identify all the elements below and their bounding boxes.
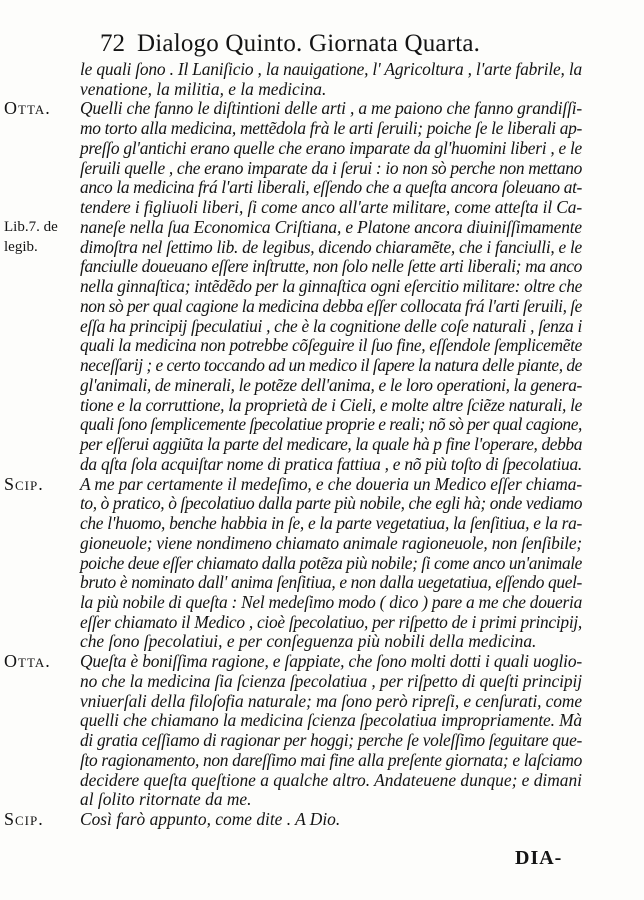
text-line-content: da qſta ſola acquiſtar nome di pratica fattiua , e nõ più toſto di ſpecolatiua. [80,453,582,474]
text-line-content: al ſolito ritornate da me. [80,789,252,810]
page-number: 72 [100,30,125,57]
text-line-content: naneſe nella ſua Economica Criſtiana, e Platone ancora diuiniſſimamente [80,216,582,237]
text-line-content: poiche deue eſſer chiamato dalla potẽza più nobile; ſi come anco un'animale [80,552,583,573]
text-line [80,652,582,671]
text-line [80,711,582,730]
running-header [0,30,644,58]
text-line-content: gioneuole; viene nondimeno chiamato animale ragioneuole, non ſenſibile; [80,532,582,553]
text-line-content: bruto è nominato dall' anima ſenſitiua, e non dalla uegetatiua, eſſendo quel- [80,572,582,593]
text-line [80,356,582,375]
text-line [80,534,582,553]
text-line [80,573,582,592]
text-line-content: dimoſtra nel ſettimo lib. de legibus, dicendo chiaramẽte, che i fanciulli, e le [80,236,582,257]
text-line [80,277,582,296]
text-line-content: quali la medicina non potrebbe cõſeguire il ſuo fine, eſſendole ſemplicemẽte [80,335,582,356]
text-line [80,238,582,257]
speaker-label: Scip. [4,809,44,830]
text-line [80,336,582,355]
text-line [80,178,582,197]
text-line [80,692,582,711]
text-line [80,790,582,809]
text-line-content: venatione, la militia, e la medicina. [80,78,327,99]
text-line-content: ſeruili quelle , che erano imparate da i ſerui : io non sò perche non mettano [80,157,582,178]
text-line-content: Così farò appunto, come dite . A Dio. [80,809,341,830]
catchword: DIA- [515,847,563,869]
text-line-content: le quali ſono . Il Laniſicio , la nauigatione, l' Agricoltura , l'arte fabrile, la [80,59,582,79]
text-line [80,317,582,336]
text-line [80,455,582,474]
text-line [80,139,582,158]
text-line-content: nella ginnaſtica; intẽdẽdo per la ginnaſtica ogni eſercitio militare: oltre che [80,276,582,297]
text-line [80,731,582,750]
text-line [80,771,582,790]
text-line-content: mo torto alla medicina, mettẽdola frà le arti ſeruili; poiche ſe le liberali ap- [80,118,582,139]
text-line [80,376,582,395]
text-line-content: anco la medicina frá l'arti liberali, eſſendo che a queſta ancora ſoleuano at- [80,177,582,198]
text-line-content: fanciulle doueuano eſſere inſtrutte, non ſolo nelle ſette arti liberali; ma anco [80,256,582,277]
text-line [80,396,582,415]
text-line [80,257,582,276]
text-line [80,593,582,612]
text-line [80,475,582,494]
text-line [80,159,582,178]
text-line [80,514,582,533]
text-line [80,297,582,316]
text-line-content: di gratia ceſſiamo di ragionar per hoggi; perche ſe voleſſimo ſeguitare que- [80,730,582,751]
text-line [80,672,582,691]
text-line [80,810,582,829]
text-line [80,99,582,118]
text-line-content: to, ò pratico, ò ſpecolatiuo dalla parte più nobile, che egli hà; onde vediamo [80,493,582,514]
speaker-label: Otta. [4,651,51,672]
text-line [80,613,582,632]
text-line-content: eſſer chiamato il Medico , cioè ſpecolatiuo, per riſpetto de i primi principij, [80,611,582,632]
text-line-content: tendere i figliuoli liberi, ſi come anco all'arte militare, come atteſta il Ca- [80,197,582,218]
speaker-label: Scip. [4,473,44,494]
text-line-content: vniuerſali della filoſofia naturale; ma ſono però ripreſi, e cenſurati, come [80,690,582,711]
text-line [80,218,582,237]
running-title: Dialogo Quinto. Giornata Quarta. [137,30,481,57]
text-line [80,80,582,99]
text-line-content: quelli che chiamano la medicina ſcienza ſpecolatiua impropriamente. Mà [80,710,582,731]
text-line-content: tione e la corruttione, la proprietà de i Cieli, e molte altre ſciẽze naturali, le [80,394,582,415]
text-line [80,751,582,770]
text-line-content: preſſo gl'antichi erano quelle che erano imparate da gl'huomini liberi , e le [80,137,582,158]
margin-note: Lib.7. de [4,218,58,235]
text-line-content: per eſſerui aggiũta la parte del medicare, la quale hà p fine l'operare, debba [80,434,582,455]
text-line [80,435,582,454]
text-line-content: gl'animali, de minerali, le potẽze dell'anima, e le loro operationi, la genera- [80,374,582,395]
text-line-content: decidere queſta queſtione a qualche altro. Andateuene dunque; e dimani [80,769,582,790]
text-line-content: quali ſono ſemplicemente ſpecolatiue proprie e reali; nõ sò per qual cagione, [80,414,582,435]
text-line-content: che ſono ſpecolatiui, e per conſeguenza più nobili della medicina. [80,631,537,652]
text-line-content: la più nobile di queſta : Nel medeſimo modo ( dico ) pare a me che doueria [80,591,582,612]
text-line-content: non sò per qual cagione la medicina debba eſſer collocata frá l'arti ſeruili, ſe [80,295,582,316]
text-line-content: neceſſarij ; e certo toccando ad un medico il ſapere la natura delle piante, de [80,355,582,376]
text-line [80,198,582,217]
text-line-content: Queſta è boniſſima ragione, e ſappiate, che ſono molti dotti i quali uoglio- [80,651,582,672]
margin-note: legib. [4,238,38,255]
text-line-content: Quelli che fanno le diſtintioni delle arti , a me paiono che fanno grandiſſi- [80,98,582,119]
text-line [80,632,582,651]
text-line [80,494,582,513]
text-line [80,415,582,434]
text-line-content: che l'huomo, benche habbia in ſe, e la parte vegetatiua, la ſenſitiua, e la ra- [80,513,582,534]
speaker-label: Otta. [4,98,51,119]
text-line [80,60,582,79]
text-line [80,119,582,138]
text-line [80,554,582,573]
text-line-content: no che la medicina ſia ſcienza ſpecolatiua , per riſpetto di queſti principij [80,670,582,691]
text-line-content: ſto ragionamento, non dareſſimo mai fine alla preſente giornata; e laſciamo [80,749,582,770]
text-line-content: eſſa ha principij ſpeculatiui , che è la cognitione delle coſe naturali , ſenza i [80,315,582,336]
text-line-content: A me par certamente il medeſimo, e che doueria un Medico eſſer chiama- [80,473,582,494]
